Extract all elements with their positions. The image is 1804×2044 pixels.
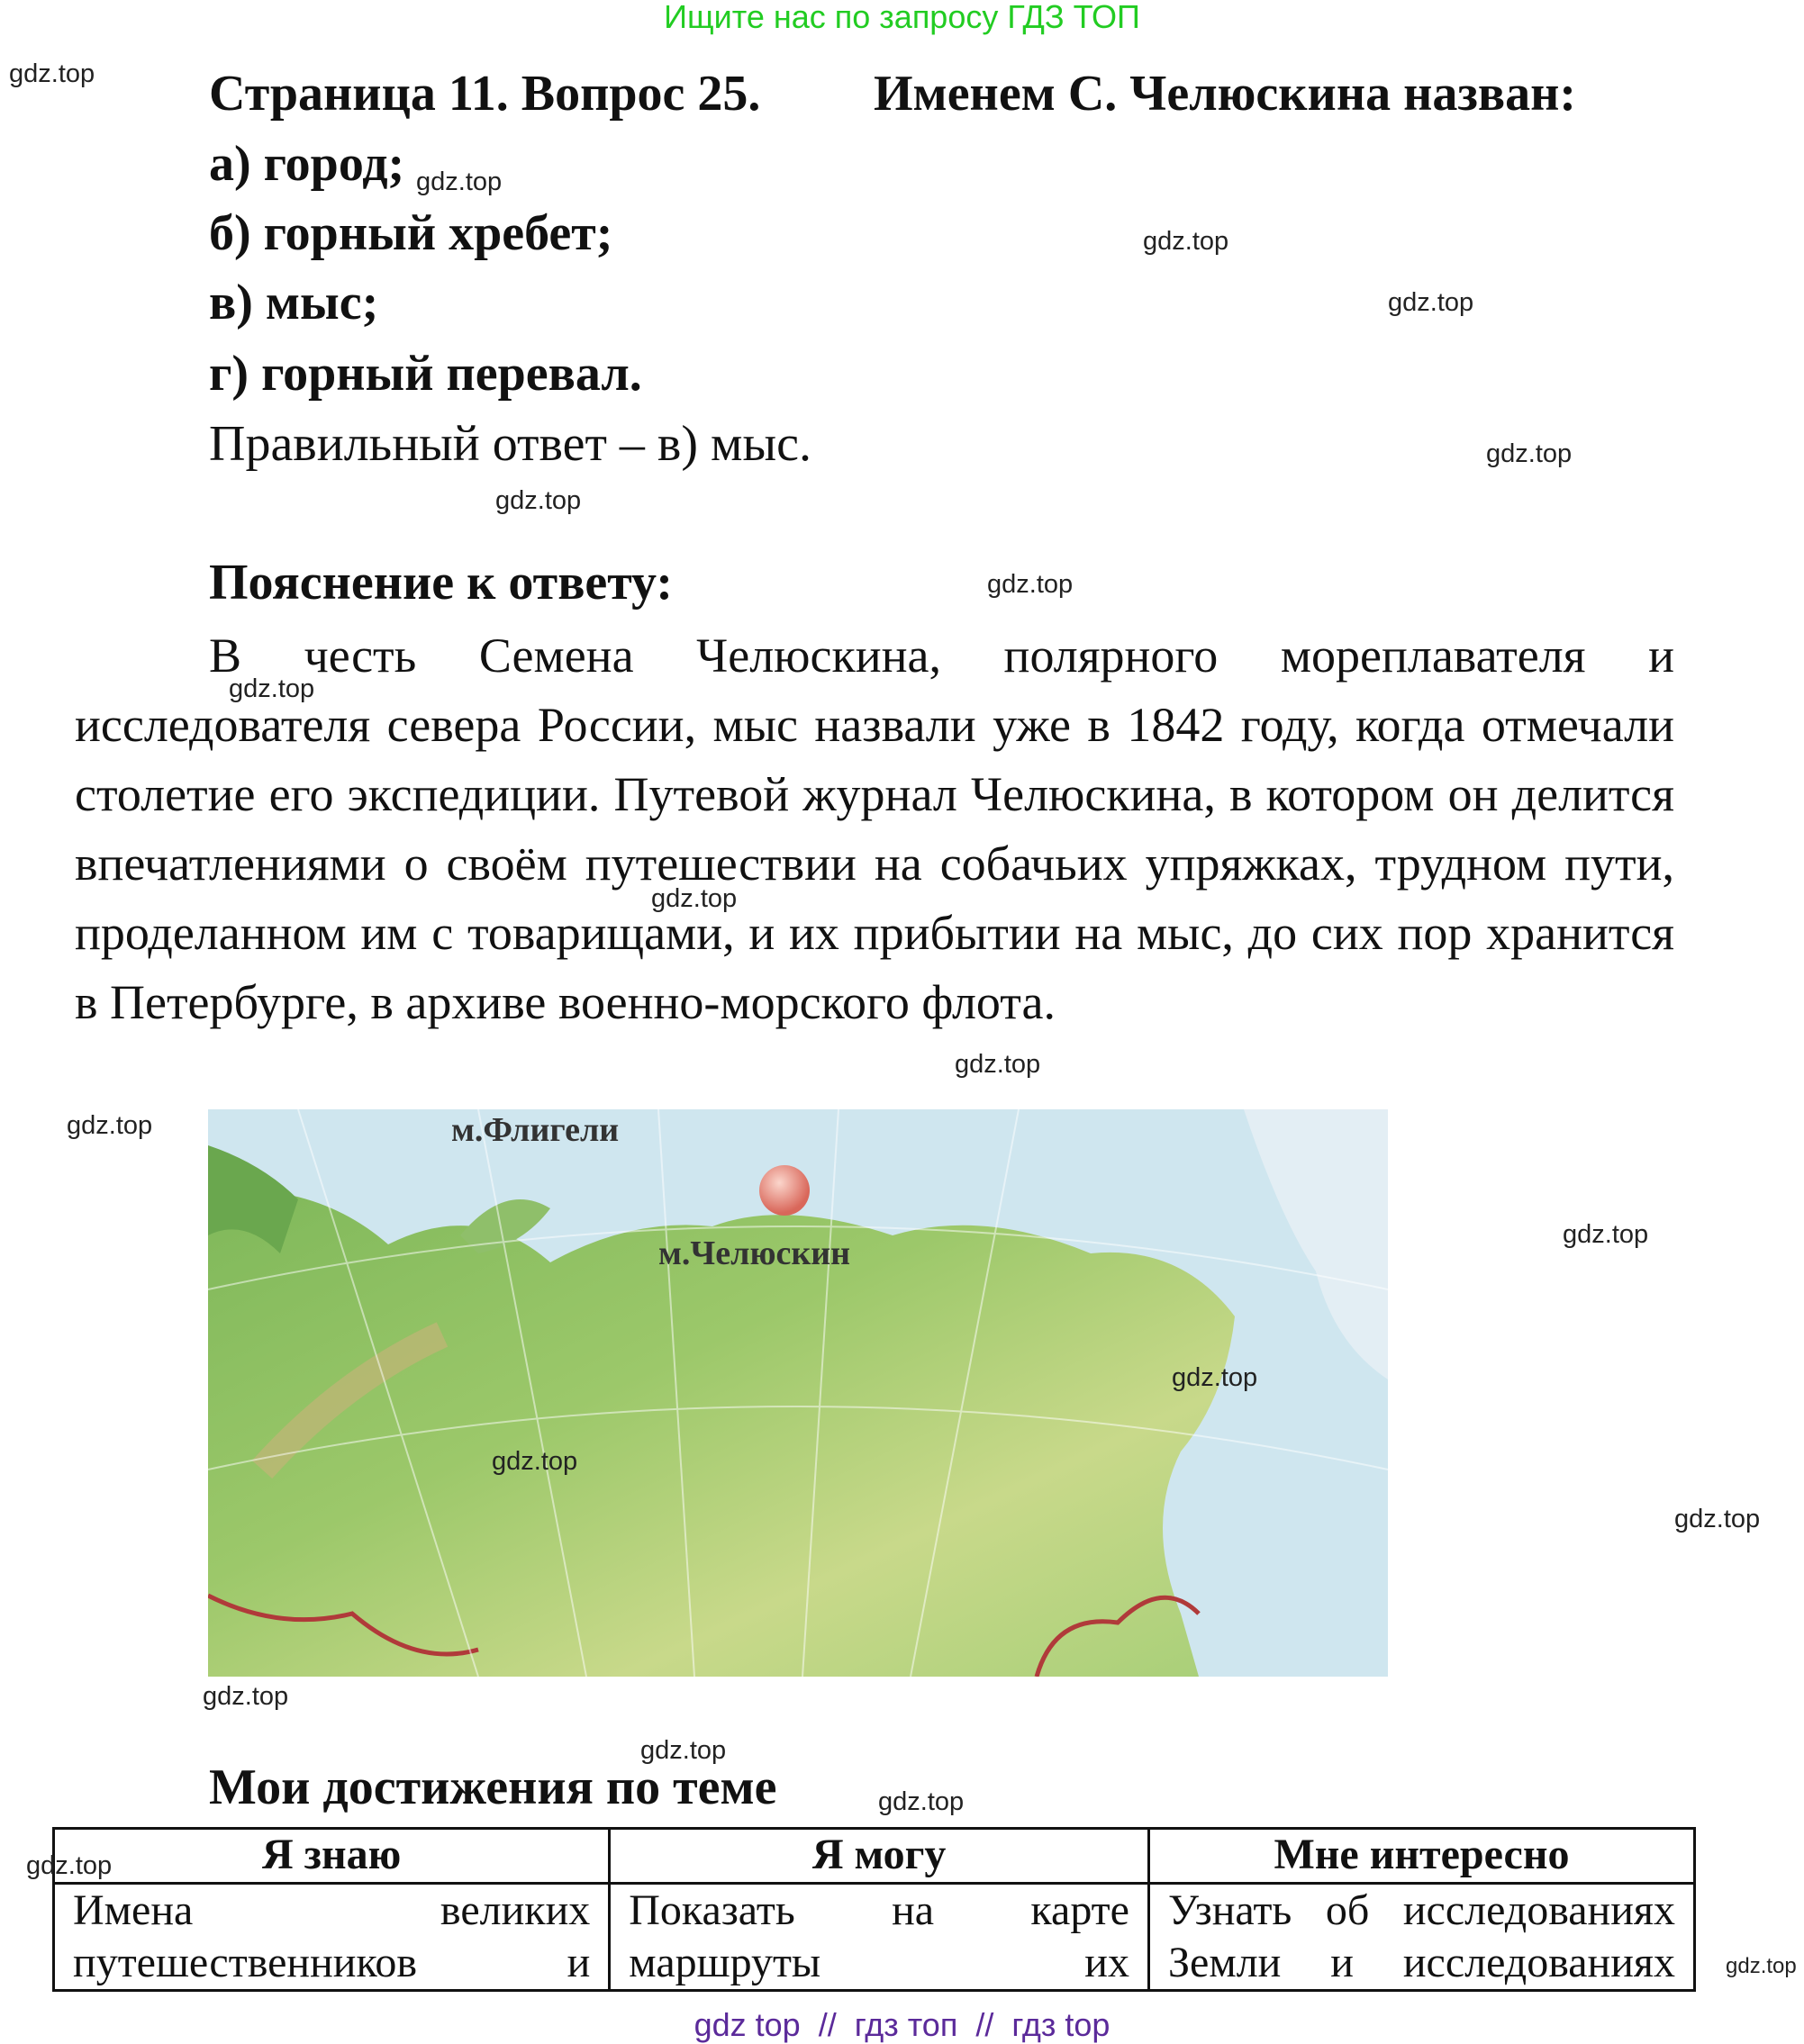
column-header: Мне интересно xyxy=(1148,1829,1694,1884)
watermark: gdz.top xyxy=(987,570,1074,599)
column-header: Я знаю xyxy=(54,1829,610,1884)
watermark: gdz.top xyxy=(1486,439,1573,468)
table-header-row xyxy=(54,1829,1695,1884)
correct-answer: Правильный ответ – в) мыс. xyxy=(209,416,811,472)
option-b: б) горный хребет; xyxy=(209,205,613,261)
watermark: gdz.top xyxy=(1726,1954,1797,1978)
watermark: gdz.top xyxy=(955,1050,1041,1079)
option-a: а) город; xyxy=(209,136,405,192)
watermark: gdz.top xyxy=(1388,288,1474,317)
watermark: gdz.top xyxy=(1172,1363,1258,1392)
option-d: г) горный перевал. xyxy=(209,346,642,402)
watermark: gdz.top xyxy=(203,1682,289,1711)
option-c: в) мыс; xyxy=(209,275,379,330)
page-question-title: Страница 11. Вопрос 25. xyxy=(209,66,761,122)
table-cell: Узнать об исследованиях Земли и исследованиях xyxy=(1148,1884,1694,1991)
achievements-table xyxy=(52,1827,1696,1992)
table-cell: Показать на карте маршруты их xyxy=(610,1884,1149,1991)
map-label-fligeli: м.Флигели xyxy=(451,1111,620,1149)
watermark: gdz.top xyxy=(9,59,95,88)
map-image xyxy=(208,1109,1388,1677)
watermark: gdz.top xyxy=(640,1736,727,1765)
watermark: gdz.top xyxy=(1143,227,1229,256)
achievements-heading: Мои достижения по теме xyxy=(209,1759,777,1815)
footer-watermark: gdz top // гдз топ // гдз top xyxy=(693,2006,1111,2043)
watermark: gdz.top xyxy=(492,1447,578,1476)
column-header: Я могу xyxy=(610,1829,1149,1884)
explanation-text: В честь Семена Челюскина, полярного мореплавателя и исследователя севера России, мыс назвали уже в 1842 году, когда отмечали столетие его экспедиции. Путевой журнал Челюскина, в котором он делится впечатлениями о своём путешествии на собачьих упряжках, трудном пути, проделанном им с товарищами, и их прибытии на мыс, до сих пор хранится в Петербурге, в архиве военно-морского флота. xyxy=(75,629,1674,1029)
watermark: gdz.top xyxy=(26,1851,113,1880)
watermark: gdz.top xyxy=(229,674,315,703)
watermark: gdz.top xyxy=(67,1111,153,1140)
table-cell: Имена великих путешественников и xyxy=(54,1884,610,1991)
question-title: Именем С. Челюскина назван: xyxy=(874,66,1577,122)
watermark: gdz.top xyxy=(495,486,582,515)
explanation-heading: Пояснение к ответу: xyxy=(209,555,673,610)
watermark: gdz.top xyxy=(878,1787,965,1816)
watermark: gdz.top xyxy=(1563,1220,1649,1249)
table-row xyxy=(54,1884,1695,1991)
watermark: gdz.top xyxy=(651,884,738,913)
watermark: gdz.top xyxy=(1674,1505,1761,1533)
map-label-chelyuskin: м.Челюскин xyxy=(658,1235,851,1272)
search-banner: Ищите нас по запросу ГДЗ ТОП xyxy=(664,0,1140,35)
watermark: gdz.top xyxy=(416,167,503,196)
